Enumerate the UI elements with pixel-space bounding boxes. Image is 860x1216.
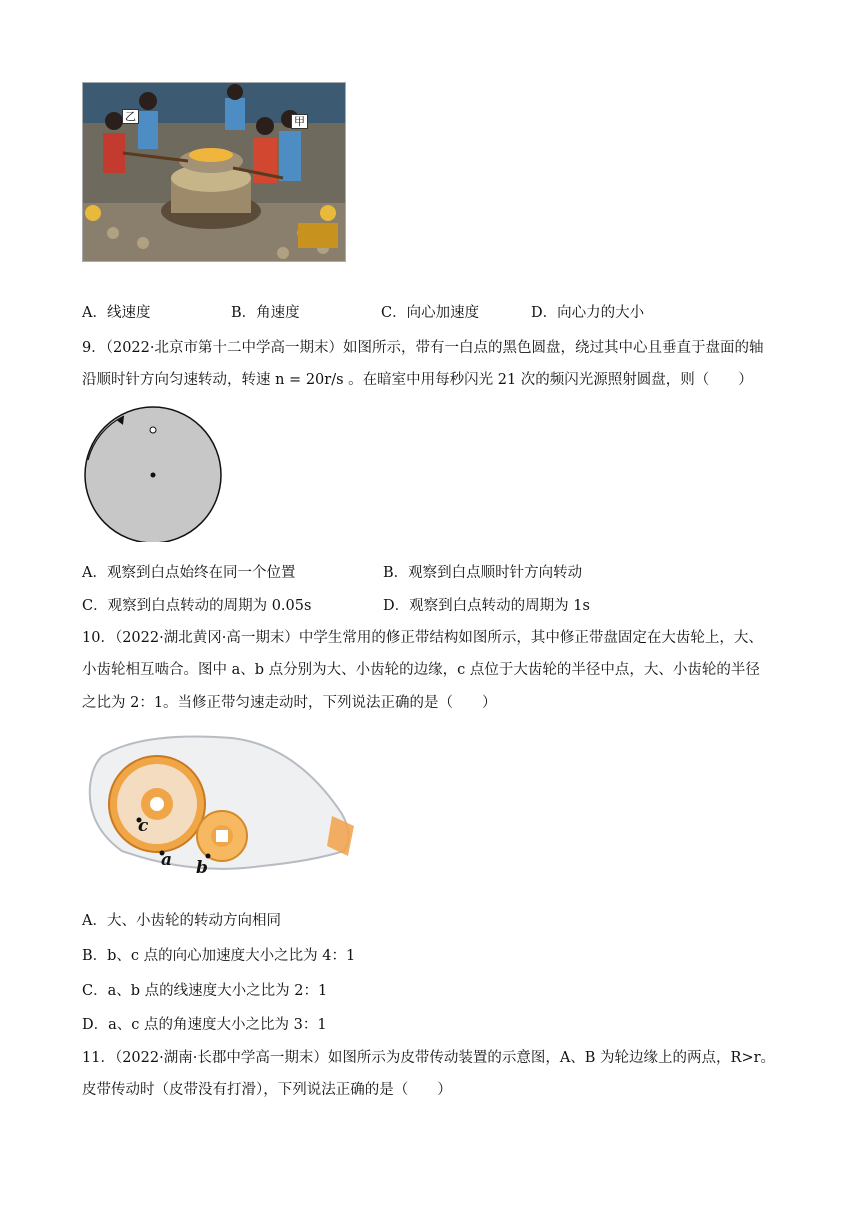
point-label-c: c: [138, 816, 149, 836]
q8-option-b: B．角速度: [231, 305, 300, 321]
point-label-a: a: [161, 850, 173, 870]
q10-stem-line3: 之比为 2：1。当修正带匀速走动时，下列说法正确的是（ ）: [82, 695, 497, 711]
q9-stem-line2: 沿顺时针方向匀速转动，转速 n = 20r/s 。在暗室中用每秒闪光 21 次的频闪光源照射圆盘，则（ ）: [82, 372, 753, 388]
q9-option-d: D．观察到白点转动的周期为 1s: [383, 598, 590, 614]
q9-option-b: B．观察到白点顺时针方向转动: [383, 565, 583, 581]
correction-tape-figure: [82, 726, 358, 886]
q11-stem-line1: 11．（2022·湖南·长郡中学高一期末）如图所示为皮带传动装置的示意图，A、B 为轮边缘上的两点，R>r。: [82, 1050, 776, 1066]
q10-option-b: B．b、c 点的向心加速度大小之比为 4：1: [82, 948, 356, 964]
white-dot: [150, 427, 156, 433]
figure-label-yi: 乙: [122, 109, 139, 124]
q9-stem-line1: 9．（2022·北京市第十二中学高一期末）如图所示，带有一白点的黑色圆盘，绕过其中心且垂直于盘面的轴: [82, 340, 764, 356]
q9-option-c: C．观察到白点转动的周期为 0.05s: [82, 598, 312, 614]
q10-option-c: C．a、b 点的线速度大小之比为 2：1: [82, 983, 328, 999]
q8-option-a: A．线速度: [82, 305, 151, 321]
q10-option-a: A．大、小齿轮的转动方向相同: [82, 913, 281, 929]
q10-option-d: D．a、c 点的角速度大小之比为 3：1: [82, 1017, 327, 1033]
rotating-disk-figure: [80, 402, 230, 542]
correction-tape-art: [82, 726, 358, 886]
millstone-painting: [82, 82, 346, 262]
disk-center: [151, 473, 156, 478]
q8-option-c: C．向心加速度: [381, 305, 480, 321]
q8-option-d: D．向心力的大小: [531, 305, 645, 321]
q9-option-a: A．观察到白点始终在同一个位置: [82, 565, 296, 581]
point-label-b: b: [196, 858, 208, 878]
q11-stem-line2: 皮带传动时（皮带没有打滑），下列说法正确的是（ ）: [82, 1082, 452, 1098]
q10-stem-line2: 小齿轮相互啮合。图中 a、b 点分别为大、小齿轮的边缘，c 点位于大齿轮的半径中点，大、小齿轮的半径: [82, 662, 760, 678]
q10-stem-line1: 10．（2022·湖北黄冈·高一期末）中学生常用的修正带结构如图所示，其中修正带盘固定在大齿轮上，大、: [82, 630, 763, 646]
figure-label-jia: 甲: [291, 114, 308, 129]
